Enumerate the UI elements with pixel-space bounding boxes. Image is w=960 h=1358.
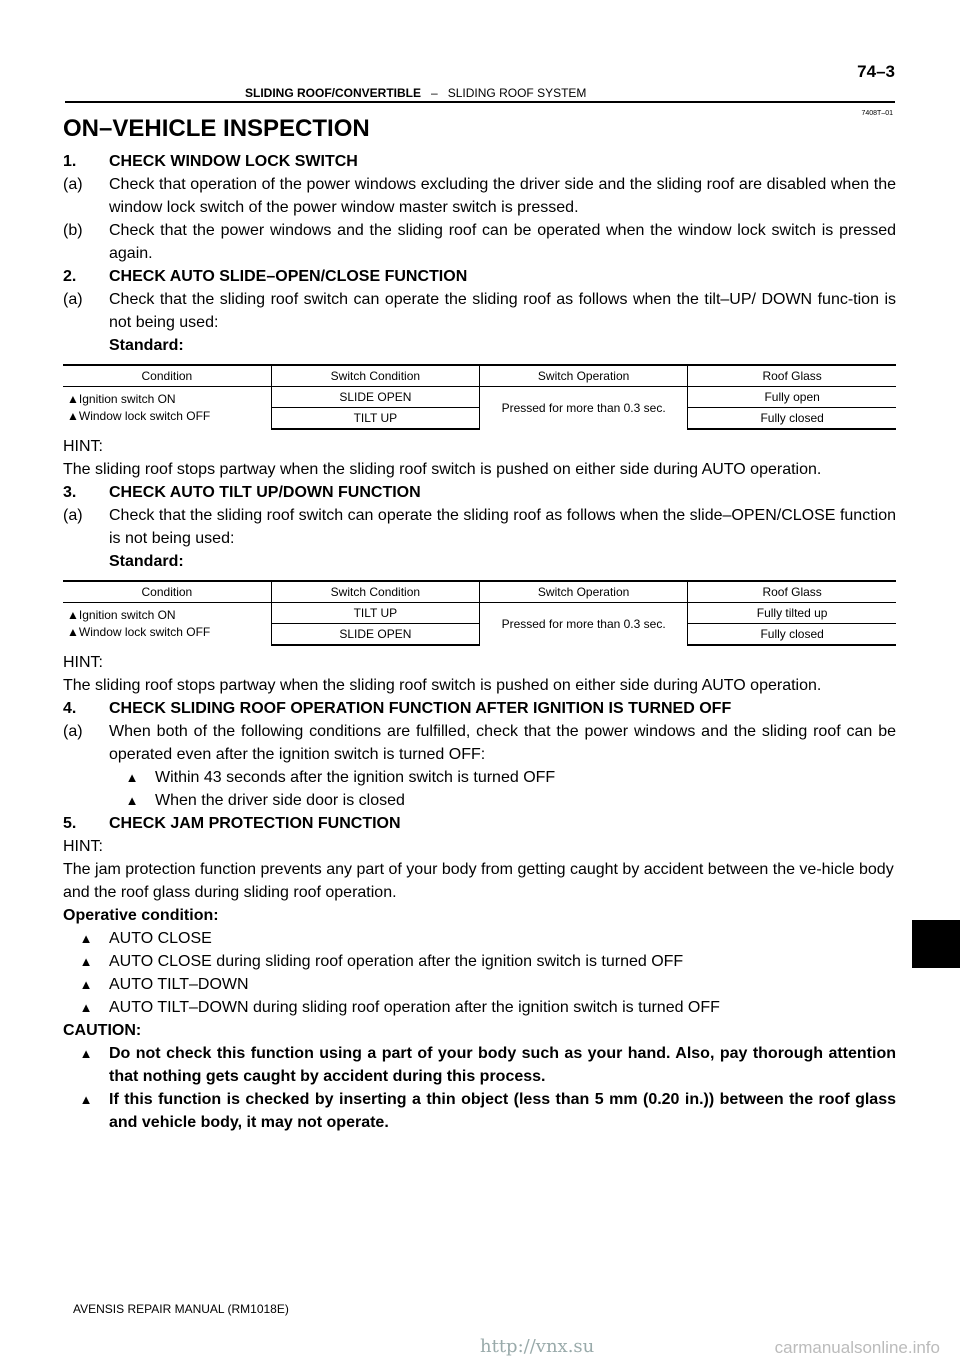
list-item [63,950,896,973]
page-number: 74–3 [857,62,895,81]
item-text: Check that the sliding roof switch can operate the sliding roof as follows when the tilt–UP/ DOWN func-tion is not being used: [109,291,896,331]
step-title: CHECK JAM PROTECTION FUNCTION [109,815,401,832]
item-text: Check that the power windows and the sliding roof can be operated when the window lock switch is pressed again. [109,222,896,262]
spec-table-tilt [63,580,896,646]
item-text: Check that the sliding roof switch can operate the sliding roof as follows when the slide–OPEN/CLOSE function is not being used: [109,507,896,547]
step-number: 2. [63,268,77,285]
roof-glass-cell: Fully open [688,387,896,408]
roof-glass-cell: Fully closed [688,624,896,646]
spec-table-slide [63,364,896,430]
page-title: ON–VEHICLE INSPECTION [63,115,370,142]
standard-label: Standard: [109,553,184,570]
bullet-icon: ▲ [79,1092,93,1107]
header-rule [65,101,895,103]
table-header-cell: Roof Glass [688,365,896,387]
condition-text: Window lock switch OFF [78,409,211,423]
caution-label: CAUTION: [63,1022,142,1039]
list-item [63,927,896,950]
step-number: 3. [63,484,77,501]
roof-glass-cell: Fully tilted up [688,603,896,624]
step-2-heading [63,265,896,288]
table-header-cell: Switch Operation [480,581,688,603]
condition-text: Ignition switch ON [78,608,176,622]
switch-operation-cell: Pressed for more than 0.3 sec. [480,603,688,646]
table-header-cell: Switch Operation [480,365,688,387]
bullet-icon: ▲ [79,954,93,969]
hint-text: The jam protection function prevents any part of your body from getting caught by accident between the ve-hicle body and the roof glass during sliding roof operation. [63,861,894,901]
hint-label: HINT: [63,438,103,455]
step-3a [63,504,896,550]
table-header-cell: Roof Glass [688,581,896,603]
header-section: SLIDING ROOF/CONVERTIBLE [245,86,422,100]
step-1a [63,173,896,219]
table-row [63,603,896,624]
roof-glass-cell: Fully closed [688,408,896,430]
list-item-text: Within 43 seconds after the ignition switch is turned OFF [155,769,556,786]
list-item [63,766,896,789]
page-content [63,114,896,1134]
step-number: 4. [63,700,77,717]
condition-cell [63,387,271,430]
document-id: 7408T–01 [861,110,893,117]
header-separator: – [431,86,438,100]
hint-label: HINT: [63,654,103,671]
site-url: carmanualsonline.info [774,1338,940,1357]
hint-text: The sliding roof stops partway when the sliding roof switch is pushed on either side during AUTO operation. [63,461,822,478]
bullet-icon: ▲ [125,770,139,785]
list-item [63,973,896,996]
table-row [63,387,896,408]
condition-text: Window lock switch OFF [78,625,211,639]
item-label: (a) [63,291,83,308]
step-title: CHECK AUTO SLIDE–OPEN/CLOSE FUNCTION [109,268,468,285]
step-number: 5. [63,815,77,832]
watermark-url: http://vnx.su [480,1336,595,1357]
item-text: When both of the following conditions are fulfilled, check that the power windows and the sliding roof can be operated even after the ignition switch is turned OFF: [109,723,896,763]
bullet-icon: ▲ [67,608,79,622]
bullet-icon: ▲ [67,625,79,639]
item-label: (a) [63,723,83,740]
table-header-row [63,581,896,603]
bullet-icon: ▲ [79,1000,93,1015]
step-1b [63,219,896,265]
table-header-cell: Switch Condition [271,365,479,387]
table-header-row [63,365,896,387]
switch-operation-cell: Pressed for more than 0.3 sec. [480,387,688,430]
list-item-text: AUTO CLOSE during sliding roof operation after the ignition switch is turned OFF [109,953,684,970]
list-item-text: AUTO TILT–DOWN [109,976,249,993]
standard-label: Standard: [109,337,184,354]
step-title: CHECK SLIDING ROOF OPERATION FUNCTION AFTER IGNITION IS TURNED OFF [109,700,732,717]
header-subsection: SLIDING ROOF SYSTEM [447,86,587,100]
switch-condition-cell: TILT UP [271,408,479,430]
bullet-icon: ▲ [79,1046,93,1061]
list-item-text: AUTO TILT–DOWN during sliding roof operation after the ignition switch is turned OFF [109,999,720,1016]
bullet-icon: ▲ [67,409,79,423]
item-label: (b) [63,222,83,239]
caution-text: Do not check this function using a part of your body such as your hand. Also, pay thorough attention that nothing gets caught by accident during this process. [109,1045,896,1085]
step-title: CHECK AUTO TILT UP/DOWN FUNCTION [109,484,421,501]
operative-condition-label: Operative condition: [63,907,219,924]
bullet-icon: ▲ [67,392,79,406]
step-number: 1. [63,153,77,170]
table-header-cell: Condition [63,365,271,387]
item-label: (a) [63,176,83,193]
hint-text: The sliding roof stops partway when the sliding roof switch is pushed on either side during AUTO operation. [63,677,822,694]
switch-condition-cell: TILT UP [271,603,479,624]
list-item-text: AUTO CLOSE [109,930,212,947]
step-2a [63,288,896,334]
step-5-heading [63,812,896,835]
section-tab-marker [912,920,960,968]
footer-manual-id: AVENSIS REPAIR MANUAL (RM1018E) [73,1302,289,1316]
step-1-heading [63,150,896,173]
step-4-heading [63,697,896,720]
caution-item [63,1042,896,1088]
condition-text: Ignition switch ON [78,392,176,406]
caution-item [63,1088,896,1134]
list-item-text: When the driver side door is closed [155,792,405,809]
hint-label: HINT: [63,838,103,855]
list-item [63,789,896,812]
bullet-icon: ▲ [79,977,93,992]
step-title: CHECK WINDOW LOCK SWITCH [109,153,358,170]
step-3-heading [63,481,896,504]
bullet-icon: ▲ [79,931,93,946]
item-text: Check that operation of the power windows excluding the driver side and the sliding roof are disabled when the window lock switch of the power window master switch is pressed. [109,176,896,216]
step-4a [63,720,896,766]
condition-cell [63,603,271,646]
switch-condition-cell: SLIDE OPEN [271,387,479,408]
item-label: (a) [63,507,83,524]
bullet-icon: ▲ [125,793,139,808]
table-header-cell: Condition [63,581,271,603]
switch-condition-cell: SLIDE OPEN [271,624,479,646]
list-item [63,996,896,1019]
caution-text: If this function is checked by inserting a thin object (less than 5 mm (0.20 in.)) between the roof glass and vehicle body, it may not operate. [109,1091,896,1131]
table-header-cell: Switch Condition [271,581,479,603]
running-header [245,86,586,100]
